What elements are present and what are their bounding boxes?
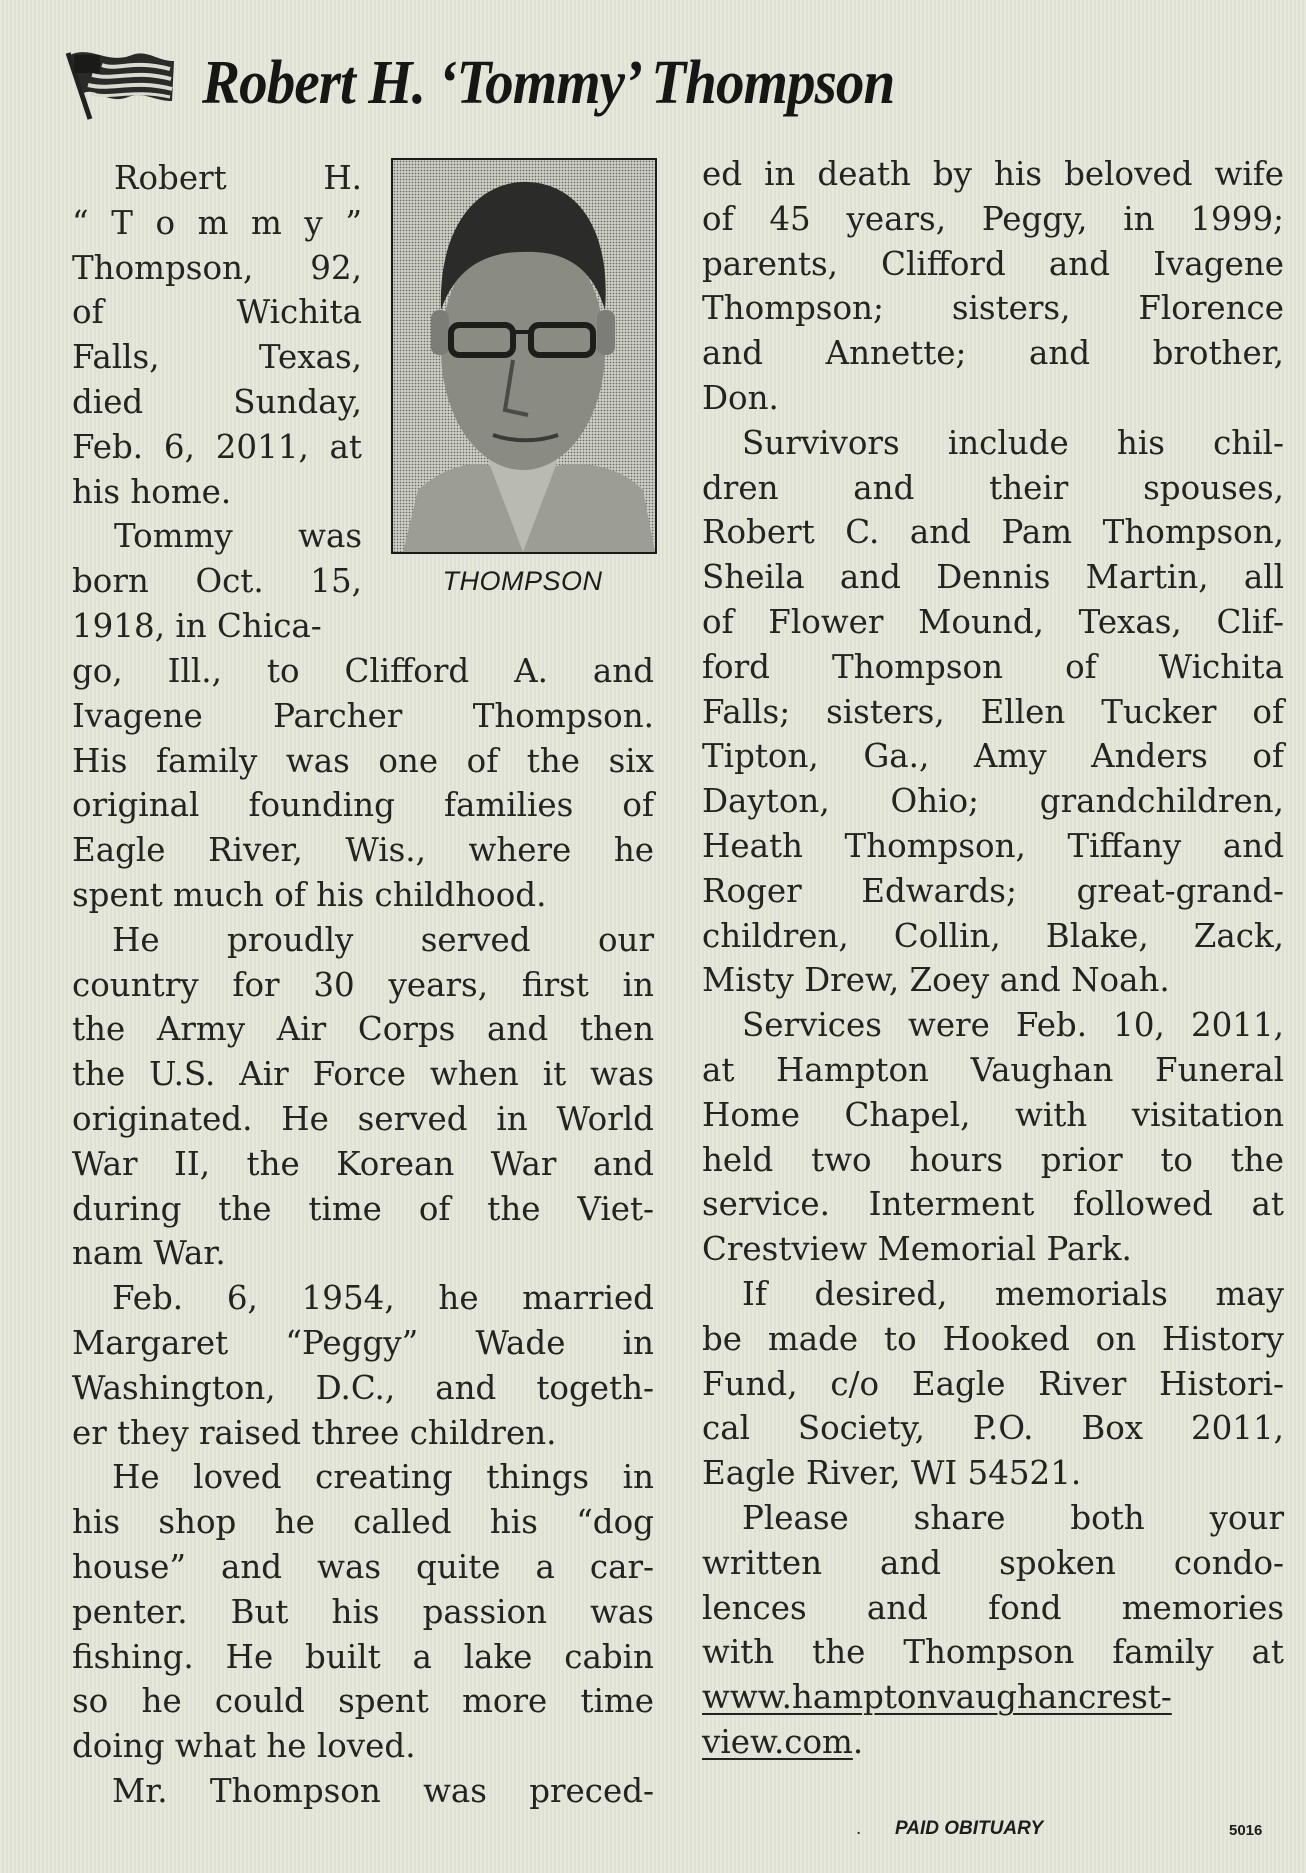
obituary-header	[62, 38, 954, 128]
text-line: Ivagene Parcher Thompson.	[72, 696, 654, 735]
text-line: of Wichita	[72, 293, 362, 332]
text-line: Feb. 6, 2011, at	[72, 427, 362, 466]
text-line: parents, Clifford and Ivagene	[702, 244, 1284, 283]
text-line: “ T o m m y ”	[72, 203, 362, 242]
text-line: died Sunday,	[72, 382, 362, 421]
text-line: his shop he called his “dog	[72, 1503, 654, 1542]
text-line: lences and fond memories	[702, 1588, 1284, 1627]
text-line: fishing. He built a lake cabin	[72, 1637, 654, 1676]
text-line: original founding families of	[72, 786, 654, 825]
text-line: of Flower Mound, Texas, Clif-	[702, 602, 1284, 641]
text-line: Home Chapel, with visitation	[702, 1095, 1284, 1134]
text-line: Tommy was	[114, 517, 362, 556]
text-line: Don.	[702, 378, 779, 417]
text-line: the U.S. Air Force when it was	[72, 1055, 654, 1094]
text-line: penter. But his passion was	[72, 1592, 654, 1631]
text-line: Please share both your	[742, 1498, 1284, 1537]
text-line: at Hampton Vaughan Funeral	[702, 1050, 1284, 1089]
text-line: children, Collin, Blake, Zack,	[702, 916, 1284, 955]
text-line: er they raised three children.	[72, 1413, 557, 1452]
left-column-narrow	[72, 156, 362, 649]
text-line: with the Thompson family at	[702, 1633, 1284, 1672]
text-line: Dayton, Ohio; grandchildren,	[702, 782, 1284, 821]
photo-caption: THOMPSON	[442, 566, 603, 596]
obituary-title: Robert H. ‘Tommy’ Thompson	[202, 48, 895, 117]
link-period: .	[852, 1722, 864, 1761]
website-link-part-1[interactable]: www.hamptonvaughancrest-	[702, 1678, 1172, 1717]
text-line: spent much of his childhood.	[72, 875, 547, 914]
text-line: Eagle River, WI 54521.	[702, 1454, 1082, 1493]
text-line: Tipton, Ga., Amy Anders of	[702, 737, 1284, 776]
text-line: during the time of the Viet-	[72, 1189, 654, 1228]
text-line: house” and was quite a car-	[72, 1547, 654, 1586]
text-line: country for 30 years, first in	[72, 965, 654, 1004]
text-line: dren and their spouses,	[702, 468, 1284, 507]
text-line: so he could spent more time	[72, 1682, 654, 1721]
text-line: Misty Drew, Zoey and Noah.	[702, 961, 1170, 1000]
text-line: 1918, in Chica-	[72, 606, 322, 645]
text-line: Mr. Thompson was preced-	[112, 1771, 654, 1810]
text-line: Thompson, 92,	[72, 248, 362, 287]
text-line: Sheila and Dennis Martin, all	[702, 558, 1284, 597]
left-column-wide	[72, 649, 654, 1814]
text-line: His family was one of the six	[72, 741, 654, 780]
text-line: be made to Hooked on History	[702, 1319, 1284, 1358]
text-line: ed in death by his beloved wife	[702, 155, 1284, 193]
text-line: Thompson; sisters, Florence	[702, 289, 1284, 328]
text-line: Margaret “Peggy” Wade in	[72, 1323, 654, 1362]
website-link-part-2[interactable]: view.com	[702, 1722, 853, 1761]
portrait-image	[393, 160, 655, 552]
text-line: and Annette; and brother,	[702, 334, 1284, 373]
website-link-line	[702, 1720, 1284, 1765]
text-line: go, Ill., to Clifford A. and	[72, 652, 654, 690]
ad-code: 5016	[1229, 1822, 1263, 1839]
text-line: doing what he loved.	[72, 1727, 416, 1766]
text-line: Survivors include his chil-	[742, 423, 1284, 462]
text-line: service. Interment followed at	[702, 1185, 1284, 1224]
text-line: Robert C. and Pam Thompson,	[702, 513, 1284, 552]
text-line: originated. He served in World	[72, 1099, 654, 1138]
text-line: ford Thompson of Wichita	[702, 647, 1284, 686]
text-line: He loved creating things in	[112, 1458, 654, 1497]
text-line: nam War.	[72, 1234, 226, 1273]
text-line: the Army Air Corps and then	[72, 1010, 654, 1049]
paid-obituary-label: PAID OBITUARY	[895, 1818, 1044, 1839]
portrait-photo	[391, 158, 657, 554]
text-line: If desired, memorials may	[742, 1274, 1284, 1313]
american-flag-icon	[62, 43, 180, 123]
text-line: written and spoken condo-	[702, 1543, 1284, 1582]
text-line: Roger Edwards; great-grand-	[702, 871, 1284, 910]
text-line: of 45 years, Peggy, in 1999;	[702, 199, 1284, 238]
text-line: Heath Thompson, Tiffany and	[702, 826, 1284, 865]
text-line: Services were Feb. 10, 2011,	[742, 1006, 1284, 1045]
text-line: Falls, Texas,	[72, 338, 362, 377]
text-line: Falls; sisters, Ellen Tucker of	[702, 692, 1284, 731]
text-line: cal Society, P.O. Box 2011,	[702, 1409, 1284, 1448]
text-line: his home.	[72, 472, 232, 511]
text-line: Crestview Memorial Park.	[702, 1230, 1132, 1269]
text-line: held two hours prior to the	[702, 1140, 1284, 1179]
text-line: born Oct. 15,	[72, 562, 362, 601]
text-line: Eagle River, Wis., where he	[72, 831, 654, 870]
text-line: Feb. 6, 1954, he married	[112, 1279, 654, 1318]
text-line: Robert H.	[114, 159, 362, 197]
website-link-line	[702, 1675, 1284, 1720]
footer-dot: .	[856, 1818, 862, 1839]
text-line: Fund, c/o Eagle River Histori-	[702, 1364, 1284, 1403]
text-line: He proudly served our	[112, 920, 654, 959]
text-line: Washington, D.C., and togeth-	[72, 1368, 654, 1407]
right-column	[702, 152, 1284, 1765]
text-line: War II, the Korean War and	[72, 1144, 654, 1183]
